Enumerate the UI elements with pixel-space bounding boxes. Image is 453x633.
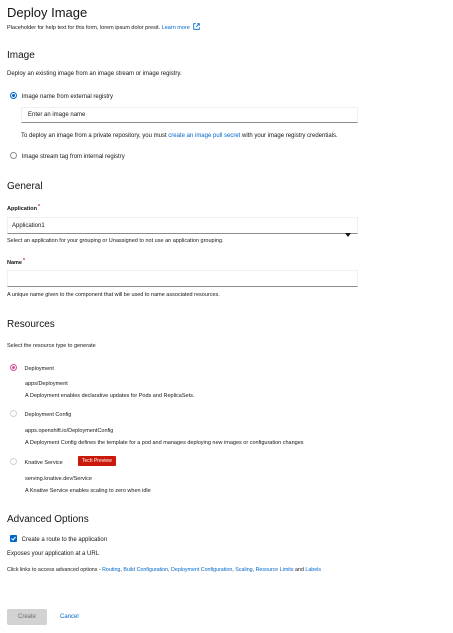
application-selected-value: Application1: [12, 223, 45, 229]
resource-description: A Deployment Config defines the template for a pod and manages deploying new images or configuration changes: [25, 440, 304, 446]
name-input[interactable]: [7, 270, 358, 287]
route-help: Exposes your application at a URL: [7, 551, 100, 557]
image-section-heading: Image: [7, 50, 35, 61]
resource-limits-link[interactable]: Resource Limits: [255, 567, 294, 573]
general-section-heading: General: [7, 181, 43, 192]
create-button[interactable]: Create: [7, 609, 47, 625]
resource-description: A Knative Service enables scaling to zero when idle: [25, 488, 151, 494]
image-name-input[interactable]: [21, 107, 358, 123]
resources-section-heading: Resources: [7, 319, 55, 330]
advanced-section-heading: Advanced Options: [7, 514, 89, 525]
radio-label: Image stream tag from internal registry: [21, 154, 125, 160]
create-pull-secret-link[interactable]: create an image pull secret: [168, 133, 241, 139]
radio-button[interactable]: [10, 152, 17, 159]
radio-button[interactable]: [10, 458, 17, 465]
radio-button[interactable]: [10, 364, 17, 371]
required-indicator: *: [37, 204, 40, 210]
external-link-icon[interactable]: [193, 23, 200, 32]
cancel-button[interactable]: Cancel: [60, 614, 79, 620]
name-help: A unique name given to the component that will be used to name associated resources.: [7, 292, 220, 298]
radio-knative-service[interactable]: [10, 458, 63, 466]
scaling-link[interactable]: Scaling: [235, 567, 253, 573]
page-title: Deploy Image: [7, 5, 88, 20]
image-name-placeholder: Enter an image name: [28, 112, 86, 118]
radio-external-registry[interactable]: [10, 92, 113, 100]
routing-link[interactable]: Routing: [102, 567, 121, 573]
page-help-text: Placeholder for help text for this form, lorem ipsum dolor presit. Learn more: [7, 23, 200, 32]
radio-button[interactable]: [10, 92, 17, 99]
radio-button[interactable]: [10, 410, 17, 417]
radio-deployment-config[interactable]: [10, 410, 71, 418]
create-route-checkbox[interactable]: [10, 535, 107, 543]
image-description: Deploy an existing image from an image stream or image registry.: [7, 71, 182, 77]
application-help: Select an application for your grouping or Unassigned to not use an application grouping.: [7, 238, 224, 244]
resource-label: Deployment: [24, 366, 54, 372]
resource-api: serving.knative.dev/Service: [25, 476, 92, 482]
private-repo-help: To deploy an image from a private repository, you must create an image pull secret with your image registry credentials.: [21, 133, 338, 139]
application-select[interactable]: [7, 217, 358, 234]
radio-deployment[interactable]: [10, 364, 54, 372]
checkbox-label: Create a route to the application: [21, 537, 108, 543]
resource-description: A Deployment enables declarative updates for Pods and ReplicaSets.: [25, 393, 195, 399]
advanced-links: Click links to access advanced options - Routing, Build Configuration, Deployment Configuration, Scaling, Resource Limits and Labels: [7, 567, 321, 573]
deployment-configuration-link[interactable]: Deployment Configuration: [171, 567, 233, 573]
learn-more-link[interactable]: Learn more: [161, 25, 190, 31]
resources-description: Select the resource type to generate: [7, 343, 96, 349]
application-label: Application*: [7, 204, 40, 212]
resource-api: apps/Deployment: [25, 381, 68, 387]
name-label: Name*: [7, 258, 25, 266]
resource-label: Deployment Config: [24, 412, 72, 418]
radio-label: Image name from external registry: [21, 94, 114, 100]
radio-internal-registry[interactable]: [10, 152, 125, 160]
resource-label: Knative Service: [24, 460, 63, 466]
labels-link[interactable]: Labels: [305, 567, 321, 573]
resource-api: apps.openshift.io/DeploymentConfig: [25, 428, 114, 434]
build-configuration-link[interactable]: Build Configuration: [123, 567, 169, 573]
checkbox[interactable]: [10, 535, 17, 542]
required-indicator: *: [22, 258, 25, 264]
caret-down-icon[interactable]: [345, 224, 351, 242]
tech-preview-badge: Tech Preview: [78, 456, 116, 466]
